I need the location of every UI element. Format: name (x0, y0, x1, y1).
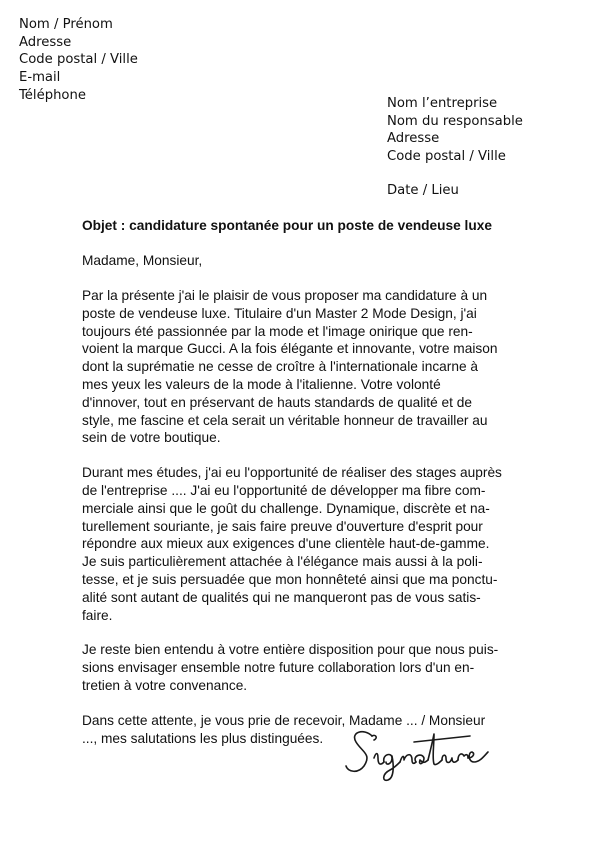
recipient-company: Nom l’entreprise (387, 96, 498, 111)
paragraph-line: merciale ainsi que le goût du challenge. Dynamique, discrète et na- (82, 500, 490, 516)
paragraph-line: sein de votre boutique. (82, 430, 221, 446)
paragraph-line: de l'entreprise .... J'ai eu l'opportunité de développer ma fibre com- (82, 482, 486, 498)
paragraph-line: Par la présente j'ai le plaisir de vous proposer ma candidature à un (82, 288, 488, 303)
paragraph-line: Je suis particulièrement attachée à l'élégance mais aussi à la poli- (82, 554, 483, 570)
letter-body (82, 217, 512, 747)
paragraph-line: ..., mes salutations les plus distinguées. (82, 730, 324, 746)
paragraph-line: tretien à votre convenance. (82, 677, 248, 693)
recipient-block (387, 95, 523, 200)
paragraph-line: Durant mes études, j'ai eu l'opportunité de réaliser des stages auprès (82, 465, 502, 481)
sender-email: E-mail (19, 70, 61, 86)
paragraph-line: dont la suprématie ne cesse de croître à l'internationale incarne à (82, 359, 478, 375)
sender-block (19, 16, 138, 105)
paragraph-line: faire. (82, 607, 113, 623)
paragraph-line: répondre aux mieux aux exigences d'une clientèle haut-de-gamme. (82, 536, 490, 552)
sender-postal-city: Code postal / Ville (19, 52, 138, 68)
paragraph-line: mes yeux les valeurs de la mode à l'italienne. Votre volonté (82, 376, 441, 392)
recipient-postal-city: Code postal / Ville (387, 148, 506, 164)
paragraph-line: style, me fascine et cela serait un véritable honneur de travailler au (82, 412, 488, 428)
letter-subject: Objet : candidature spontanée pour un poste de vendeuse luxe (82, 218, 492, 233)
paragraph-line: poste de vendeuse luxe. Titulaire d'un Master 2 Mode Design, j'ai (82, 305, 477, 321)
paragraph-intro (82, 287, 512, 447)
sender-phone: Téléphone (19, 87, 86, 103)
paragraph-line: toujours été passionnée par la mode et l'image onirique que ren- (82, 323, 473, 339)
paragraph-line: alité sont autant de qualités qui ne manqueront pas de vous satis- (82, 589, 481, 605)
sender-address: Adresse (19, 34, 72, 50)
letter-salutation: Madame, Monsieur, (82, 253, 203, 268)
paragraph-line: voient la marque Gucci. A la fois élégante et innovante, votre maison (82, 341, 498, 357)
sender-name: Nom / Prénom (19, 17, 113, 32)
paragraph-line: tesse, et je suis persuadée que mon honnêteté ainsi que ma ponctu- (82, 571, 498, 587)
paragraph-line: d'innover, tout en préservant de hauts standards de qualité et de (82, 394, 472, 410)
paragraph-line: sions envisager ensemble notre future collaboration lors d'un en- (82, 660, 475, 676)
paragraph-line: Je reste bien entendu à votre entière disposition pour que nous puis- (82, 642, 499, 658)
paragraph-experience (82, 464, 512, 624)
paragraph-availability (82, 641, 512, 694)
paragraph-line: turellement souriante, je sais faire preuve d'ouverture d'esprit pour (82, 518, 483, 534)
signature-drawing (342, 722, 492, 784)
paragraph-line: Dans cette attente, je vous prie de recevoir, Madame ... / Monsieur (82, 712, 486, 728)
recipient-manager: Nom du responsable (387, 113, 523, 129)
recipient-address: Adresse (387, 131, 440, 146)
date-place: Date / Lieu (387, 183, 459, 198)
handwritten-signature (342, 722, 492, 784)
